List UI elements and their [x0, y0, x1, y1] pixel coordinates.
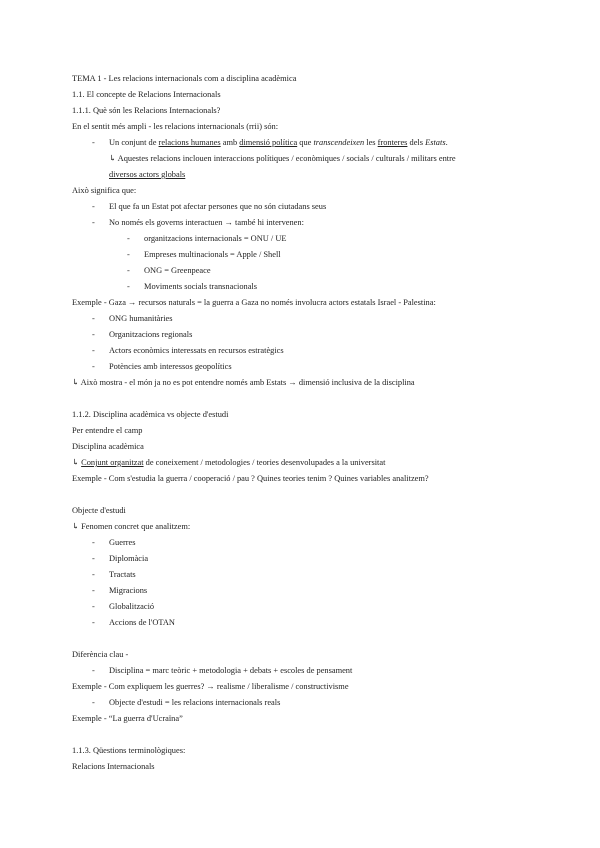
list-item: organitzacions internacionals = ONU / UE	[144, 234, 287, 243]
section-heading-1-1-3: 1.1.3. Qüestions terminològiques:	[72, 746, 186, 755]
gaza-example: Exemple - Gaza → recursos naturals = la guerra a Gaza no només involucra actors estatals Israel - Palestina:	[72, 298, 436, 307]
list-item: ONG humanitàries	[109, 314, 173, 323]
definition-line: Un conjunt de relacions humanes amb dimensió política que transcendeixen les fronteres dels Estats.	[109, 138, 448, 147]
bullet-dash: -	[92, 554, 95, 563]
bullet-dash: -	[127, 266, 130, 275]
list-item: Diplomàcia	[109, 554, 149, 563]
list-item: El que fa un Estat pot afectar persones que no són ciutadans seus	[109, 202, 327, 211]
bullet-dash: -	[92, 362, 95, 371]
bullet-dash: -	[92, 570, 95, 579]
list-item: Globalització	[109, 602, 155, 611]
bullet-dash: -	[92, 346, 95, 355]
list-item: Empreses multinacionals = Apple / Shell	[144, 250, 281, 259]
bullet-dash: -	[92, 618, 95, 627]
section-heading-1-1-2: 1.1.2. Disciplina acadèmica vs objecte d'estudi	[72, 410, 229, 419]
bullet-dash: -	[92, 666, 95, 675]
list-item: Accions de l'OTAN	[109, 618, 175, 627]
object-subtext: ↳ Fenomen concret que analitzem:	[72, 522, 191, 531]
ukraine-example: Exemple - “La guerra d'Ucraïna”	[72, 714, 183, 723]
discipline-example: Exemple - Com s'estudia la guerra / cooperació / pau ? Quines teories tenim ? Quines variables analitzem?	[72, 474, 429, 483]
ri-term: Relacions Internacionals	[72, 762, 155, 771]
list-item: Actors econòmics interessats en recursos estratègics	[109, 346, 284, 355]
discipline-label: Disciplina acadèmica	[72, 442, 144, 451]
bullet-dash: -	[92, 586, 95, 595]
bullet-dash: -	[92, 330, 95, 339]
bullet-dash: -	[92, 202, 95, 211]
meaning-label: Això significa que:	[72, 186, 137, 195]
list-item: Moviments socials transnacionals	[144, 282, 258, 291]
bullet-dash: -	[92, 314, 95, 323]
list-item: Objecte d'estudi = les relacions internacionals reals	[109, 698, 281, 707]
field-text: Per entendre el camp	[72, 426, 143, 435]
bullet-dash: -	[92, 138, 95, 147]
bullet-dash: -	[127, 282, 130, 291]
difference-label: Diferència clau -	[72, 650, 129, 659]
list-item: Guerres	[109, 538, 136, 547]
list-item: Organitzacions regionals	[109, 330, 193, 339]
object-label: Objecte d'estudi	[72, 506, 126, 515]
bullet-dash: -	[92, 218, 95, 227]
list-item: No només els governs interactuen → també hi intervenen:	[109, 218, 304, 227]
list-item: Tractats	[109, 570, 136, 579]
section-heading-1-1: 1.1. El concepte de Relacions Internacionals	[72, 90, 221, 99]
section-heading-1-1-1: 1.1.1. Què són les Relacions Internacionals?	[72, 106, 221, 115]
bullet-dash: -	[92, 698, 95, 707]
intro-text: En el sentit més ampli - les relacions internacionals (rrii) són:	[72, 122, 279, 131]
bullet-dash: -	[92, 538, 95, 547]
definition-subline-2: diversos actors globals	[109, 170, 186, 179]
definition-subline: ↳ Aquestes relacions inclouen interaccions polítiques / econòmiques / socials / culturals / militars entre	[109, 154, 456, 163]
discipline-definition: ↳ Conjunt organitzat de coneixement / metodologies / teories desenvolupades a la universitat	[72, 458, 386, 467]
list-item: Disciplina = marc teòric + metodologia + debats + escoles de pensament	[109, 666, 353, 675]
gaza-conclusion: ↳ Això mostra - el món ja no es pot entendre només amb Estats → dimensió inclusiva de la disciplina	[72, 378, 415, 387]
document-title: TEMA 1 - Les relacions internacionals com a disciplina acadèmica	[72, 74, 297, 83]
difference-example: Exemple - Com expliquem les guerres? → realisme / liberalisme / constructivisme	[72, 682, 349, 691]
list-item: Potències amb interessos geopolítics	[109, 362, 232, 371]
list-item: ONG = Greenpeace	[144, 266, 211, 275]
bullet-dash: -	[127, 250, 130, 259]
bullet-dash: -	[127, 234, 130, 243]
list-item: Migracions	[109, 586, 148, 595]
bullet-dash: -	[92, 602, 95, 611]
